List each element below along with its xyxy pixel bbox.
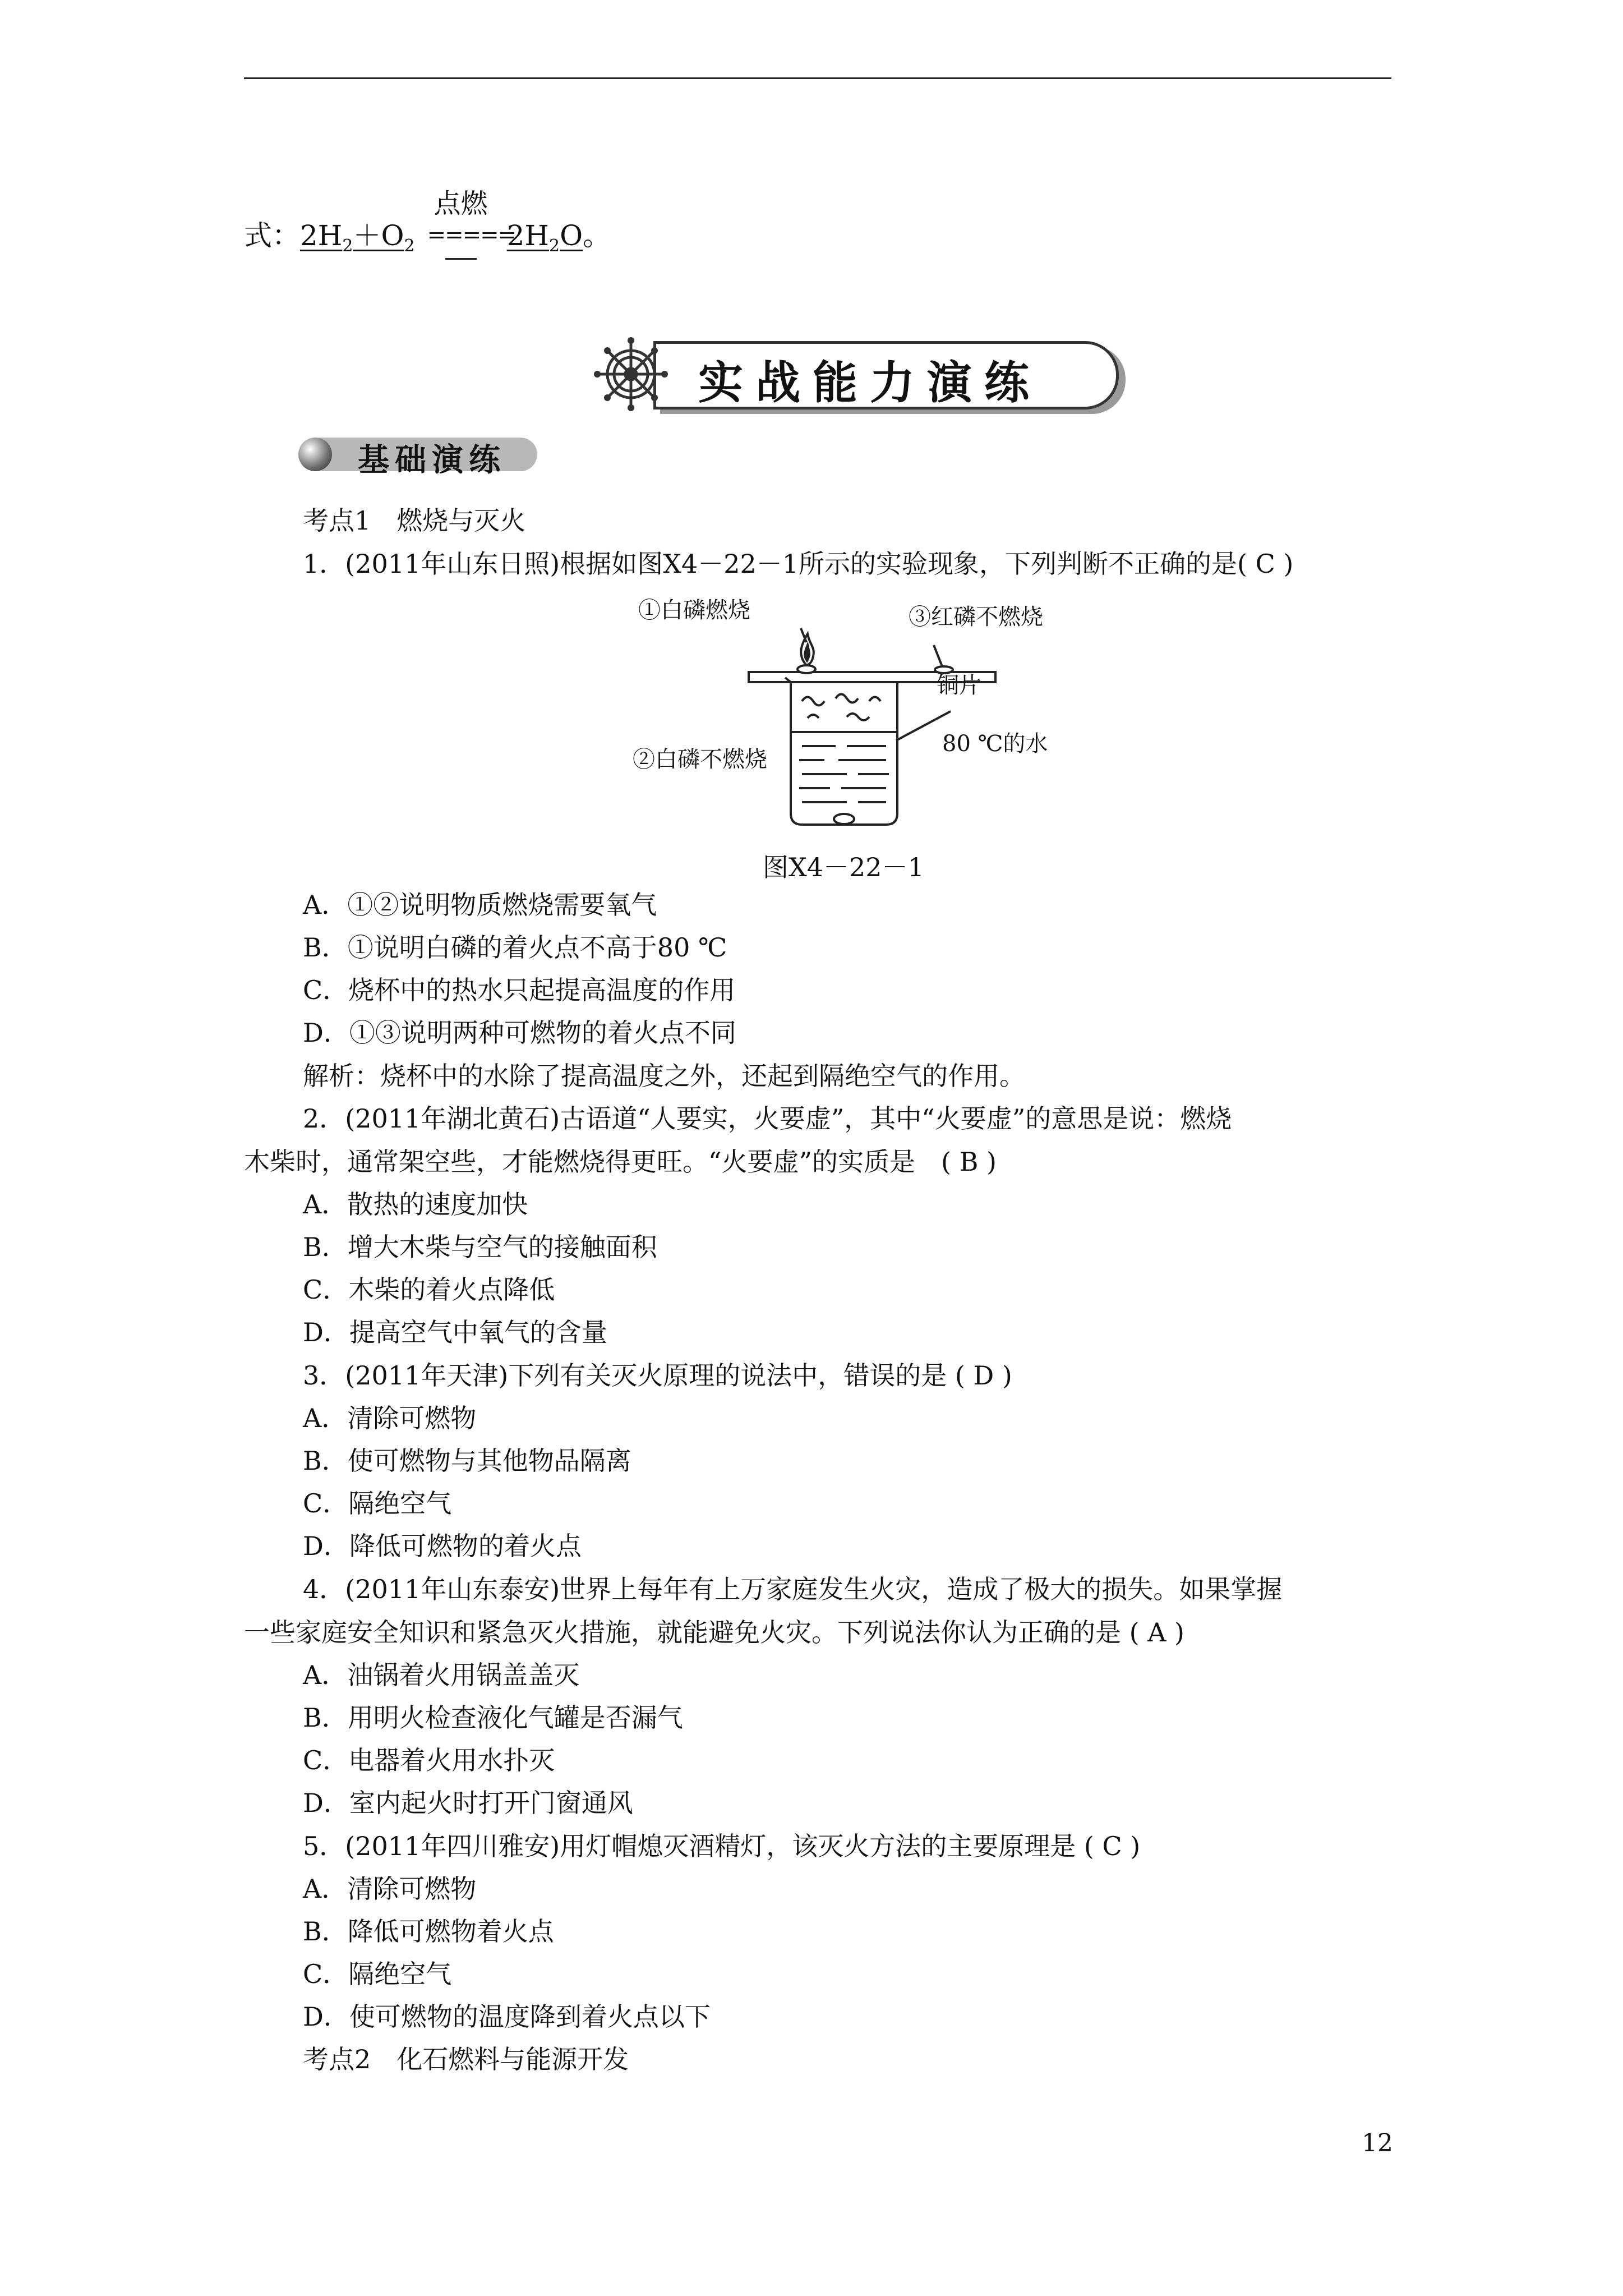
q4-option-d: D．室内起火时打开门窗通风: [303, 1788, 633, 1818]
page-number: 12: [1362, 2129, 1393, 2157]
question-2-stem-line2: 木柴时，通常架空些，才能燃烧得更旺。“火要虚”的实质是 ( B ): [244, 1147, 997, 1177]
q5-option-b: B．降低可燃物着火点: [303, 1916, 554, 1947]
experiment-figure: [623, 589, 1082, 858]
banner-title: 实战能力演练: [698, 357, 1041, 409]
figure-label-copper-plate: 铜片: [937, 673, 981, 698]
q5-option-c: C．隔绝空气: [303, 1959, 452, 1989]
q4-option-a: A．油锅着火用锅盖盖灭: [303, 1660, 580, 1690]
q2-option-a: A．散热的速度加快: [303, 1189, 528, 1220]
equation-prefix: 式：: [244, 219, 300, 252]
condition-marks: =====: [427, 222, 516, 248]
question-1-stem: 1．(2011年山东日照)根据如图X4－22－1所示的实验现象，下列判断不正确的是( C ): [303, 549, 1294, 579]
chemical-equation: [244, 187, 611, 256]
q1-analysis: 解析：烧杯中的水除了提高温度之外，还起到隔绝空气的作用。: [303, 1061, 1025, 1091]
q1-option-a: A．①②说明物质燃烧需要氧气: [303, 890, 657, 920]
equation-reactants: $2H_2+O_2$: [300, 219, 415, 256]
figure-label-white-phosphorus-burning: ①白磷燃烧: [638, 597, 750, 623]
q4-option-b: B．用明火检查液化气罐是否漏气: [303, 1703, 683, 1733]
header-rule: [244, 77, 1391, 79]
equation-end: 。: [583, 219, 611, 252]
q3-option-c: C．隔绝空气: [303, 1488, 452, 1519]
q4-option-c: C．电器着火用水扑灭: [303, 1745, 555, 1775]
bullet-ball-icon: [298, 438, 332, 471]
figure-label-white-phosphorus-water: ②白磷不燃烧: [633, 747, 767, 772]
question-4-stem-line1: 4．(2011年山东泰安)世界上每年有上万家庭发生火灾，造成了极大的损失。如果掌握: [303, 1574, 1283, 1604]
question-2-stem-line1: 2．(2011年湖北黄石)古语道“人要实，火要虚”，其中“火要虚”的意思是说：燃烧: [303, 1103, 1232, 1134]
q2-option-c: C．木柴的着火点降低: [303, 1274, 555, 1305]
section-title: 基础演练: [358, 442, 506, 478]
figure-caption: 图X4－22－1: [763, 852, 924, 882]
equation-products: $2H_2O$: [506, 219, 583, 256]
q3-option-d: D．降低可燃物的着火点: [303, 1531, 582, 1561]
topic-heading-1: 考点1 燃烧与灭火: [303, 505, 526, 536]
question-4-stem-line2: 一些家庭安全知识和紧急灭火措施，就能避免火灾。下列说法你认为正确的是 ( A ): [244, 1617, 1184, 1648]
q5-option-d: D．使可燃物的温度降到着火点以下: [303, 2001, 711, 2032]
figure-label-hot-water: 80 ℃的水: [942, 731, 1048, 757]
q1-option-b: B．①说明白磷的着火点不高于80 ℃: [303, 932, 727, 963]
q5-option-a: A．清除可燃物: [303, 1874, 477, 1904]
q2-option-d: D．提高空气中氧气的含量: [303, 1317, 607, 1347]
q3-option-b: B．使可燃物与其他物品隔离: [303, 1446, 631, 1476]
section-tag: [296, 432, 554, 477]
condition-label: 点燃: [434, 187, 488, 219]
q2-option-b: B．增大木柴与空气的接触面积: [303, 1232, 657, 1262]
figure-label-red-phosphorus: ③红磷不燃烧: [909, 604, 1043, 630]
ship-wheel-icon: [592, 337, 670, 412]
q1-option-d: D．①③说明两种可燃物的着火点不同: [303, 1018, 736, 1048]
q3-option-a: A．清除可燃物: [303, 1403, 477, 1433]
section-banner: [592, 337, 1119, 412]
question-5-stem: 5．(2011年四川雅安)用灯帽熄灭酒精灯，该灭火方法的主要原理是 ( C ): [303, 1831, 1141, 1861]
topic-heading-2: 考点2 化石燃料与能源开发: [303, 2044, 629, 2074]
q1-option-c: C．烧杯中的热水只起提高温度的作用: [303, 975, 736, 1005]
question-3-stem: 3．(2011年天津)下列有关灭火原理的说法中，错误的是 ( D ): [303, 1360, 1012, 1391]
